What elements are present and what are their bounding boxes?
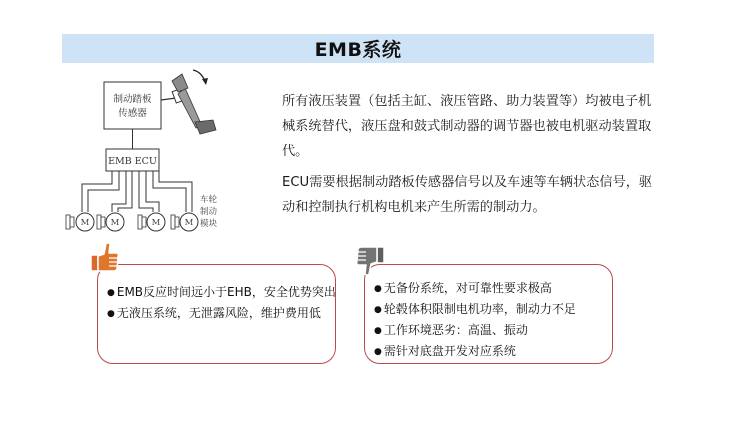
description-paragraph-1: 所有液压装置（包括主缸、液压管路、助力装置等）均被电子机械系统替代，液压盘和鼓式制动器的调节器也被电机驱动装置取代。 — [282, 94, 652, 159]
wheel-motor-4 — [171, 213, 198, 231]
cons-item: ● 工作环境恶劣：高温、振动 — [374, 321, 576, 342]
ecu-wiring — [82, 171, 192, 212]
wheel-motor-1 — [66, 213, 94, 231]
title-bar — [62, 34, 654, 63]
emb-diagram — [60, 64, 275, 239]
motor-label-3: M — [151, 218, 161, 228]
emb-diagram-svg — [60, 64, 275, 239]
wheel-motor-3 — [138, 213, 165, 231]
cons-item: ● 需针对底盘开发对应系统 — [374, 342, 576, 363]
thumbs-down-icon — [355, 244, 385, 278]
wheel-module-label-3: 模块 — [200, 219, 218, 229]
pros-list — [107, 283, 336, 325]
cons-box — [364, 264, 613, 364]
description-paragraph-2: ECU需要根据制动踏板传感器信号以及车速等车辆状态信号，驱动和控制执行机构电机来产生所需的制动力。 — [282, 175, 653, 215]
cons-item: ● 无备份系统，对可靠性要求极高 — [374, 279, 576, 300]
pedal-sensor-box — [104, 82, 161, 129]
cons-item: ● 轮毂体积限制电机功率，制动力不足 — [374, 300, 576, 321]
cons-list — [374, 279, 576, 363]
thumbs-up-icon — [90, 241, 120, 275]
page-title: EMB系统 — [314, 39, 402, 61]
pros-item: ● EMB反应时间远小于EHB，安全优势突出 — [107, 283, 336, 304]
pedal-sensor-label-1: 制动踏板 — [113, 94, 152, 105]
wheel-motor-2 — [97, 213, 124, 231]
wheel-module-label-2: 制动 — [200, 207, 218, 217]
motor-label-1: M — [80, 218, 90, 228]
ecu-label: EMB ECU — [108, 156, 157, 167]
pros-box — [97, 264, 336, 364]
motor-label-2: M — [110, 218, 120, 228]
pros-item: ● 无液压系统，无泄露风险，维护费用低 — [107, 304, 336, 325]
wheel-module-label-1: 车轮 — [200, 195, 218, 205]
brake-pedal-icon — [161, 70, 216, 134]
pedal-sensor-label-2: 传感器 — [118, 108, 147, 119]
motor-label-4: M — [184, 218, 194, 228]
